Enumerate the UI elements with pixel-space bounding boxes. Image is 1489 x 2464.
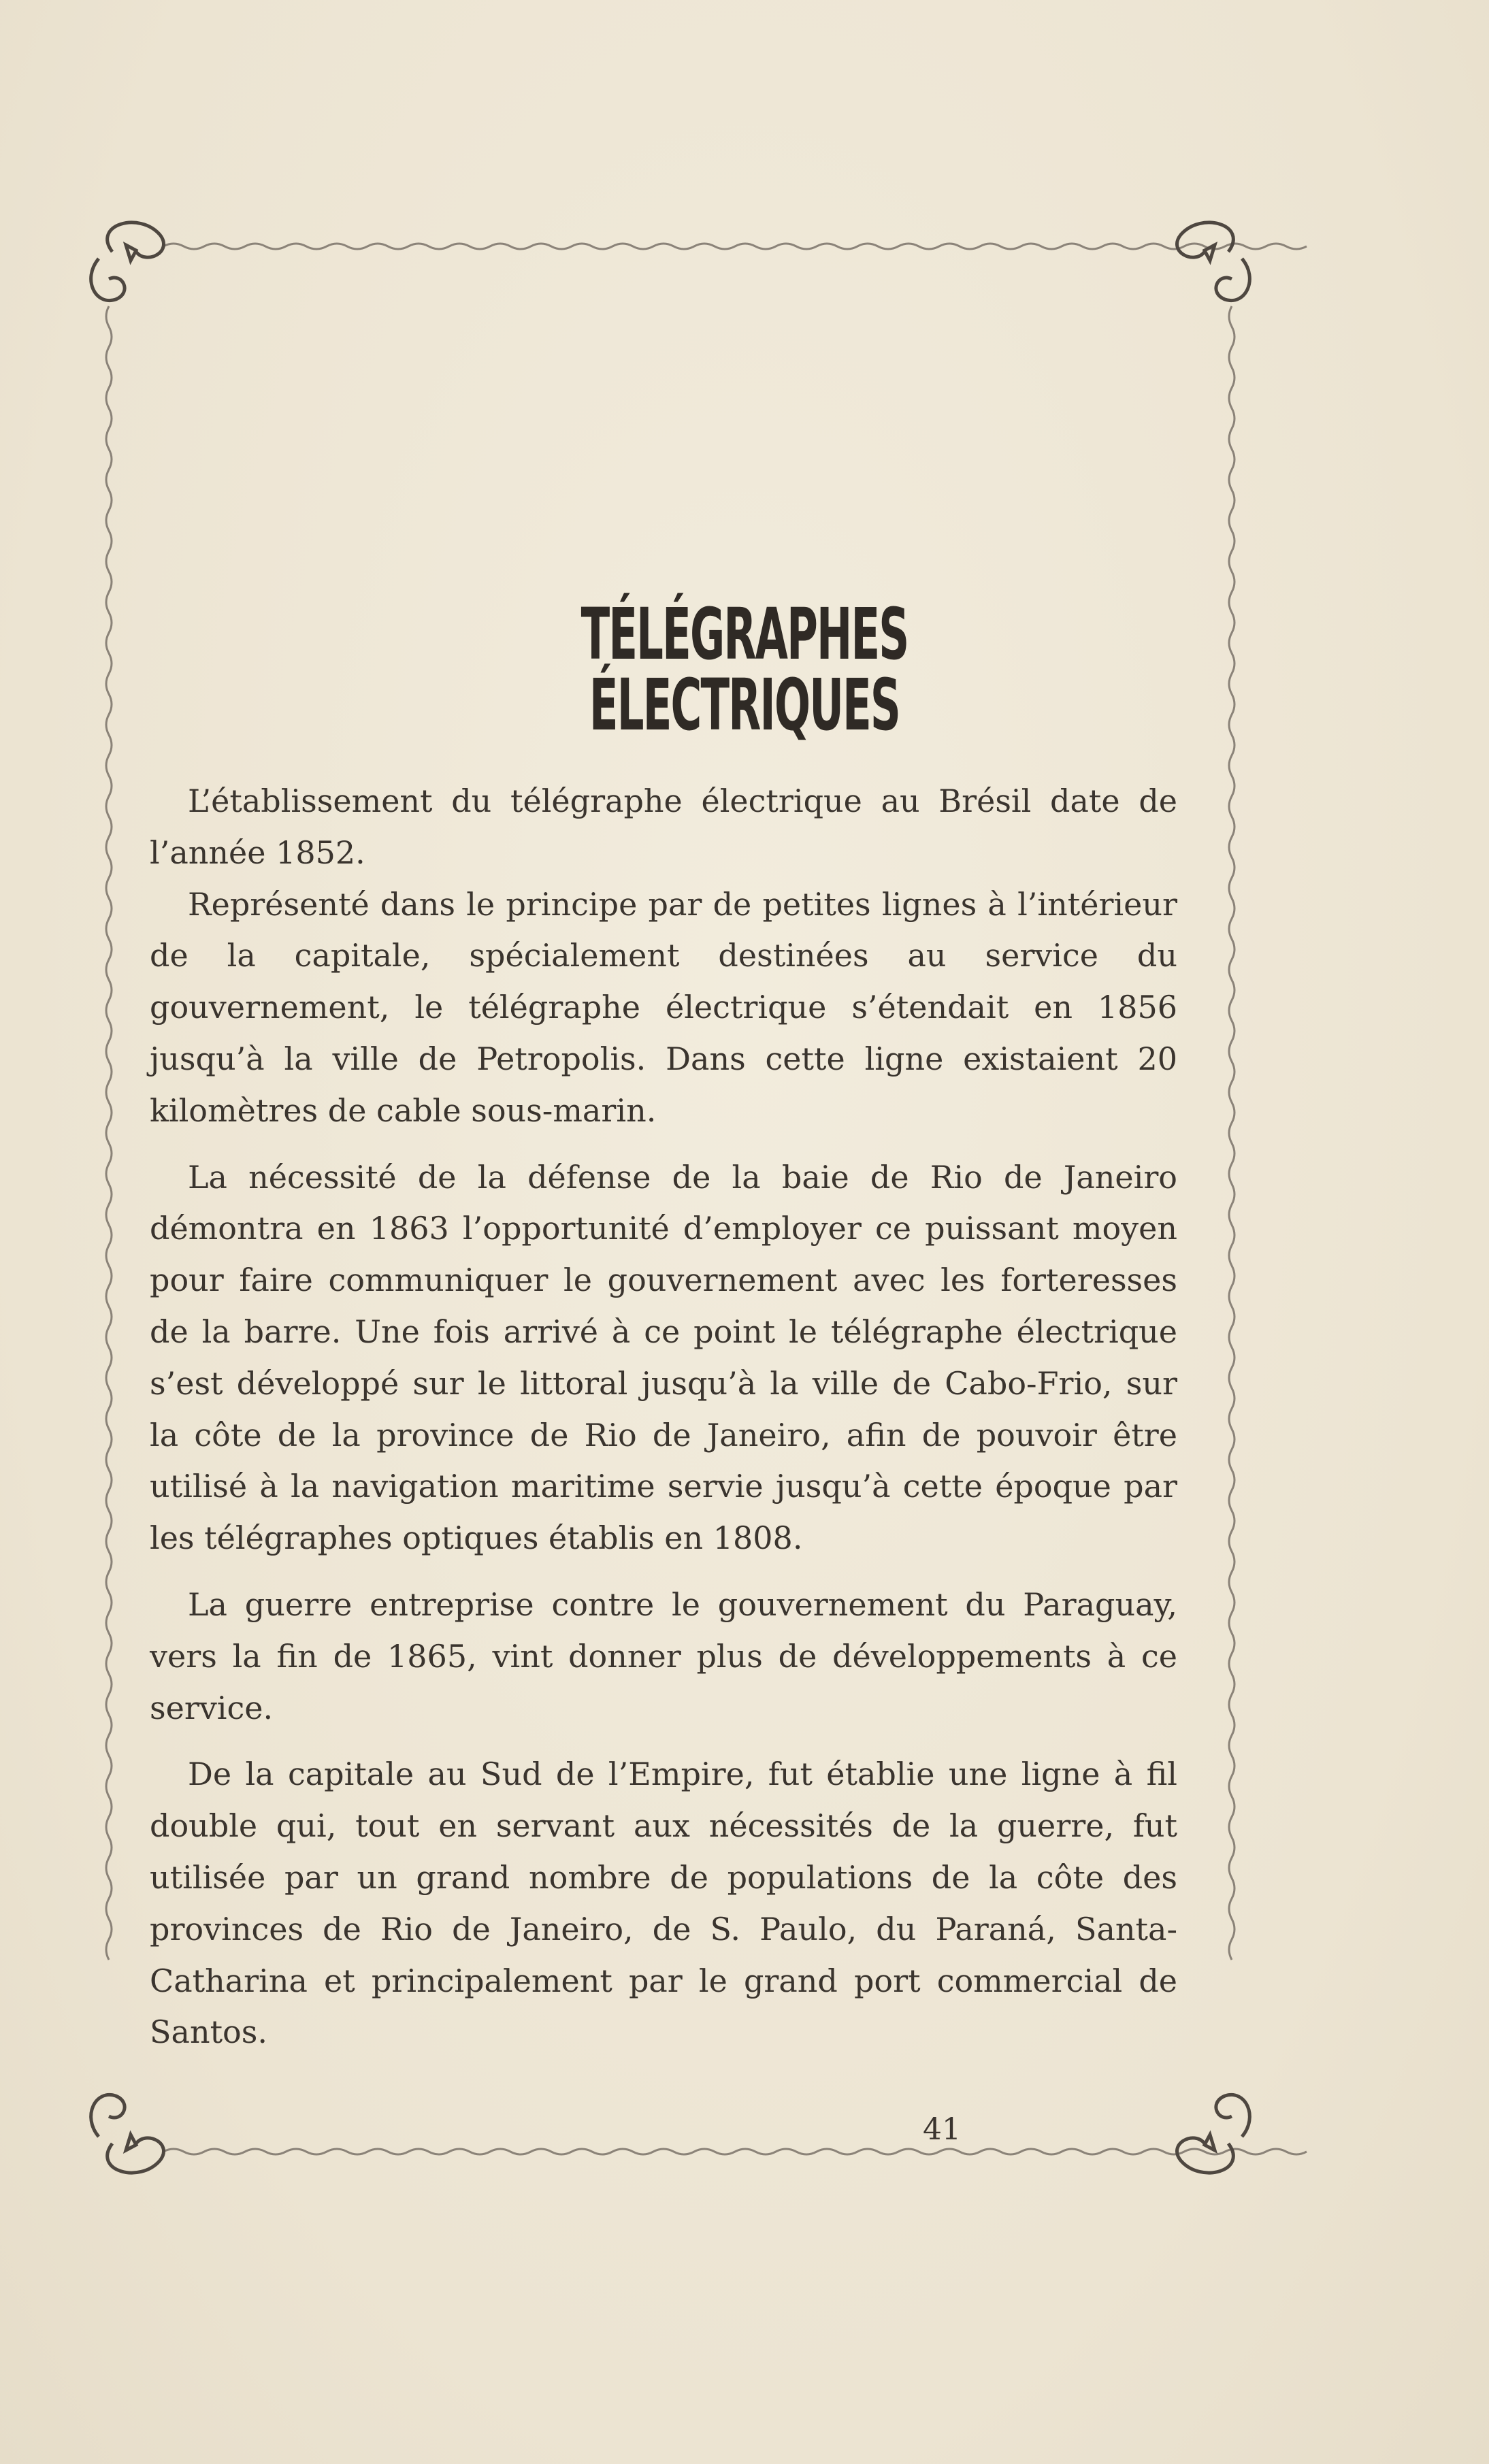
corner-bottom-right [1177,2095,1250,2173]
chapter-title: TÉLÉGRAPHES ÉLECTRIQUES [580,593,909,746]
left-rule [106,306,112,1960]
corner-top-right [1177,223,1250,301]
paragraph-2: Représenté dans le principe par de petites lignes à l’intérieur de la capitale, spécialement destinées au service du gouvernement, le télégraphe électrique s’étendait en 1856 jusqu’à la ville de Petropolis. Dans cette ligne existaient 20 kilomètres de cable sous-marin. [150,885,1177,1129]
paragraph-5: De la capitale au Sud de l’Empire, fut établie une ligne à fil double qui, tout en servant aux nécessités de la guerre, fut utilisée par un grand nombre de populations de la côte des provinces de Rio de Janeiro, de S. Paulo, du Paraná, Santa-Catharina et principalement par le grand port commercial de Santos. [150,1756,1177,2051]
right-rule [1229,306,1234,1960]
corner-top-left [91,223,164,301]
page-number: 41 [923,2112,961,2147]
paragraph-4: La guerre entreprise contre le gouvernement du Paraguay, vers la fin de 1865, vint donner plus de développements à ce service. [150,1586,1177,1726]
corner-bottom-left [91,2095,164,2173]
bottom-rule [163,2149,1307,2154]
body-text [150,776,1177,2058]
paragraph-3: La nécessité de la défense de la baie de Rio de Janeiro démontra en 1863 l’opportunité d’employer ce puissant moyen pour faire communiquer le gouvernement avec les forteresses de la barre. Une fois arrivé à ce point le télégraphe électrique s’est développé sur le littoral jusqu’à la ville de Cabo-Frio, sur la côte de la province de Rio de Janeiro, afin de pouvoir être utilisé à la navigation maritime servie jusqu’à cette époque par les télégraphes optiques établis en 1808. [150,1158,1177,1557]
paragraph-1: L’établissement du télégraphe électrique au Brésil date de l’année 1852. [150,783,1177,871]
top-rule [163,244,1307,249]
